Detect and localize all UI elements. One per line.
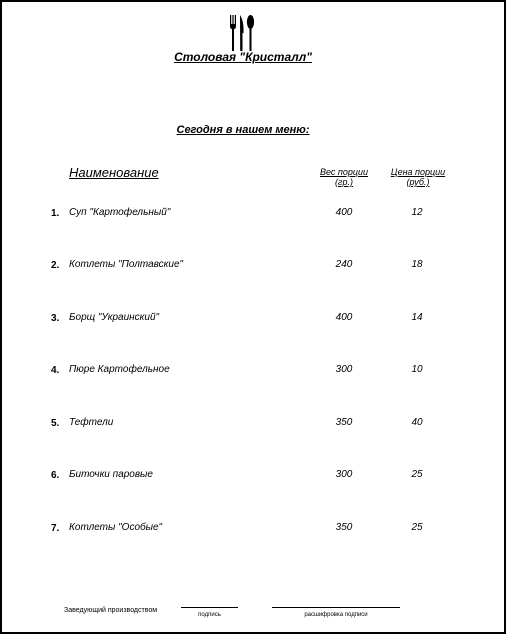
column-header-price: Цена порции (руб.)	[390, 167, 446, 187]
menu-row	[0, 417, 502, 433]
item-number: 3.	[51, 313, 60, 324]
item-number: 1.	[51, 208, 60, 219]
item-name: Биточки паровые	[69, 469, 153, 480]
page-title: Столовая "Кристалл"	[174, 50, 312, 64]
item-price: 25	[411, 469, 423, 480]
menu-row	[0, 207, 502, 223]
item-name: Котлеты "Особые"	[69, 522, 163, 533]
item-number: 7.	[51, 523, 60, 534]
item-price: 25	[411, 522, 423, 533]
item-price: 18	[411, 259, 423, 270]
menu-row	[0, 259, 502, 275]
signature-decode-caption: расшифровка подписи	[304, 612, 368, 618]
item-weight: 240	[335, 259, 353, 270]
item-weight: 350	[335, 417, 353, 428]
item-weight: 300	[335, 364, 353, 375]
signature-decode-line	[272, 607, 400, 608]
item-name: Котлеты "Полтавские"	[69, 259, 184, 270]
item-number: 6.	[51, 470, 60, 481]
item-name: Тефтели	[69, 417, 114, 428]
item-number: 2.	[51, 260, 60, 271]
item-weight: 400	[335, 312, 353, 323]
item-weight: 350	[335, 522, 353, 533]
item-number: 4.	[51, 365, 60, 376]
item-name: Пюре Картофельное	[69, 364, 170, 375]
item-price: 12	[411, 207, 423, 218]
menu-row	[0, 364, 502, 380]
item-weight: 300	[335, 469, 353, 480]
fork-knife-spoon-icon	[227, 13, 257, 53]
item-name: Суп "Картофельный"	[69, 207, 171, 218]
item-price: 10	[411, 364, 423, 375]
column-header-weight: Вес порции (гр.)	[319, 167, 369, 187]
signature-role-label: Заведующий производством	[64, 607, 158, 614]
item-price: 40	[411, 417, 423, 428]
menu-subtitle: Сегодня в нашем меню:	[176, 124, 310, 136]
menu-row	[0, 312, 502, 328]
item-number: 5.	[51, 418, 60, 429]
item-weight: 400	[335, 207, 353, 218]
menu-row	[0, 469, 502, 485]
column-header-name: Наименование	[69, 165, 159, 180]
item-price: 14	[411, 312, 423, 323]
signature-line	[181, 607, 238, 608]
item-name: Борщ "Украинский"	[69, 312, 160, 323]
signature-caption: подпись	[198, 612, 221, 618]
menu-row	[0, 522, 502, 538]
